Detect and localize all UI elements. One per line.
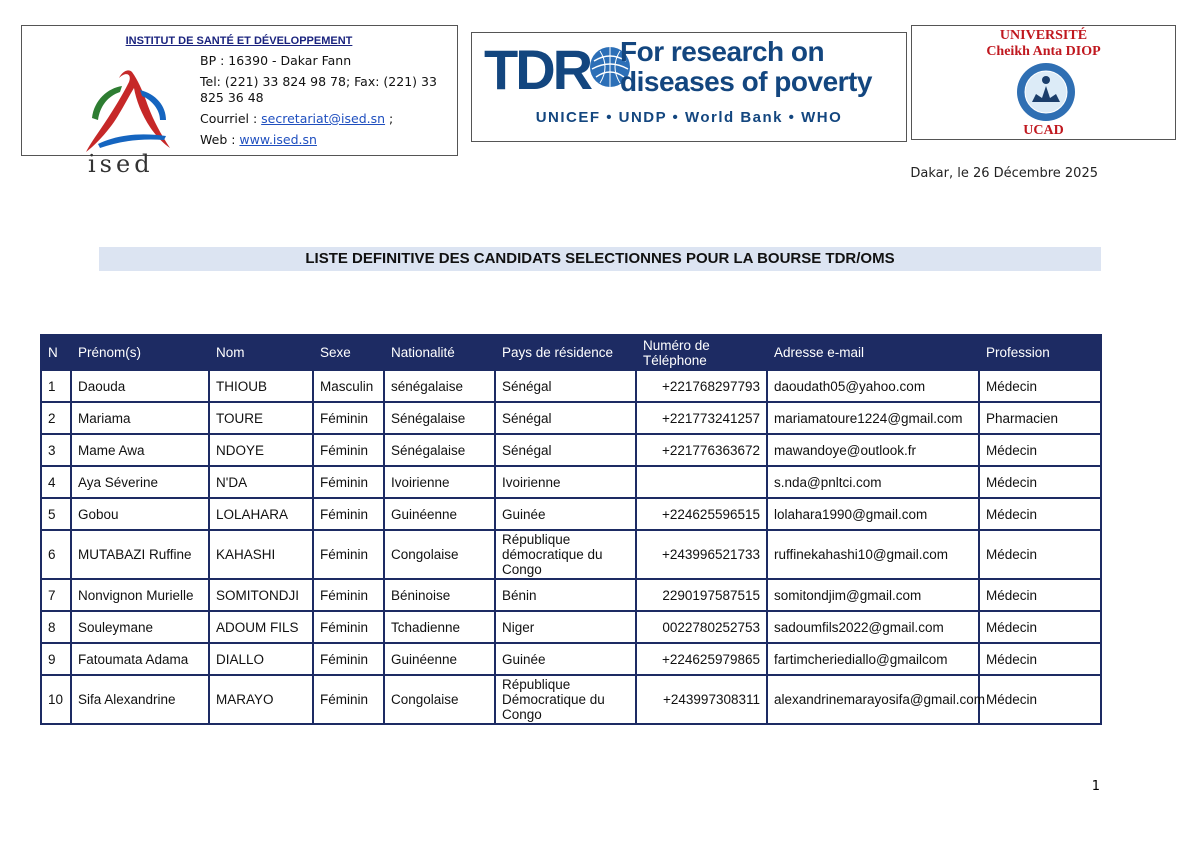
- cell-sexe: Féminin: [313, 611, 384, 643]
- table-row: [41, 466, 1101, 498]
- cell-sexe: Féminin: [313, 643, 384, 675]
- cell-profession: Médecin: [979, 370, 1101, 402]
- table-header-row: [41, 335, 1101, 370]
- cell-telephone: [636, 466, 767, 498]
- cell-sexe: Féminin: [313, 498, 384, 530]
- cell-profession: Médecin: [979, 498, 1101, 530]
- cell-n: 2: [41, 402, 71, 434]
- cell-pays: Sénégal: [495, 370, 636, 402]
- cell-email: alexandrinemarayosifa@gmail.com: [767, 675, 979, 724]
- ised-courriel: [200, 111, 458, 127]
- cell-telephone: +221773241257: [636, 402, 767, 434]
- cell-n: 4: [41, 466, 71, 498]
- cell-email: fartimcheriediallo@gmailcom: [767, 643, 979, 675]
- column-header-prenom: Prénom(s): [71, 335, 209, 370]
- column-header-profession: Profession: [979, 335, 1101, 370]
- cell-telephone: 0022780252753: [636, 611, 767, 643]
- ucad-line3: UCAD: [1023, 123, 1064, 138]
- cell-pays: Bénin: [495, 579, 636, 611]
- cell-nom: DIALLO: [209, 643, 313, 675]
- cell-sexe: Féminin: [313, 466, 384, 498]
- cell-n: 6: [41, 530, 71, 579]
- tdr-sponsors: UNICEF • UNDP • World Bank • WHO: [535, 109, 843, 126]
- cell-sexe: Masculin: [313, 370, 384, 402]
- cell-sexe: Féminin: [313, 579, 384, 611]
- cell-n: 3: [41, 434, 71, 466]
- cell-prenom: Aya Séverine: [71, 466, 209, 498]
- cell-prenom: Daouda: [71, 370, 209, 402]
- page-title: LISTE DEFINITIVE DES CANDIDATS SELECTIONNES POUR LA BOURSE TDR/OMS: [99, 247, 1101, 271]
- ised-logo-icon: [74, 66, 184, 178]
- cell-telephone: +221776363672: [636, 434, 767, 466]
- cell-pays: Sénégal: [495, 434, 636, 466]
- cell-profession: Médecin: [979, 643, 1101, 675]
- table-row: [41, 611, 1101, 643]
- cell-sexe: Féminin: [313, 530, 384, 579]
- cell-profession: Médecin: [979, 530, 1101, 579]
- cell-prenom: Mame Awa: [71, 434, 209, 466]
- courriel-label: Courriel :: [200, 111, 262, 126]
- cell-telephone: 2290197587515: [636, 579, 767, 611]
- cell-n: 5: [41, 498, 71, 530]
- courriel-link[interactable]: secretariat@ised.sn: [261, 111, 386, 126]
- institute-name: INSTITUT DE SANTÉ ET DÉVELOPPEMENT: [125, 35, 353, 47]
- cell-telephone: +224625596515: [636, 498, 767, 530]
- cell-nom: NDOYE: [209, 434, 313, 466]
- table-row: [41, 434, 1101, 466]
- cell-pays: République Démocratique du Congo: [495, 675, 636, 724]
- cell-nom: MARAYO: [209, 675, 313, 724]
- ised-logo-text: ised: [88, 150, 154, 178]
- cell-email: mariamatoure1224@gmail.com: [767, 402, 979, 434]
- cell-pays: Ivoirienne: [495, 466, 636, 498]
- cell-nationalite: Guinéenne: [384, 643, 495, 675]
- cell-email: s.nda@pnltci.com: [767, 466, 979, 498]
- column-header-telephone: Numéro de Téléphone: [636, 335, 767, 370]
- cell-sexe: Féminin: [313, 434, 384, 466]
- ucad-header-box: [911, 25, 1176, 140]
- cell-prenom: Gobou: [71, 498, 209, 530]
- cell-prenom: Fatoumata Adama: [71, 643, 209, 675]
- dateline: Dakar, le 26 Décembre 2025: [910, 166, 1098, 181]
- cell-nationalite: sénégalaise: [384, 370, 495, 402]
- cell-nationalite: Sénégalaise: [384, 402, 495, 434]
- cell-nationalite: Guinéenne: [384, 498, 495, 530]
- cell-nom: KAHASHI: [209, 530, 313, 579]
- cell-nationalite: Béninoise: [384, 579, 495, 611]
- cell-email: mawandoye@outlook.fr: [767, 434, 979, 466]
- cell-pays: Niger: [495, 611, 636, 643]
- ucad-line2: Cheikh Anta DIOP: [986, 44, 1101, 59]
- cell-prenom: Mariama: [71, 402, 209, 434]
- cell-email: daoudath05@yahoo.com: [767, 370, 979, 402]
- column-header-email: Adresse e-mail: [767, 335, 979, 370]
- cell-profession: Médecin: [979, 675, 1101, 724]
- tdr-header-box: [471, 32, 907, 142]
- cell-n: 10: [41, 675, 71, 724]
- ised-web: [200, 132, 458, 148]
- cell-prenom: Nonvignon Murielle: [71, 579, 209, 611]
- table-row: [41, 579, 1101, 611]
- ised-bp: BP : 16390 - Dakar Fann: [200, 53, 352, 68]
- web-label: Web :: [200, 132, 240, 147]
- ucad-seal-icon: [1016, 62, 1076, 122]
- cell-sexe: Féminin: [313, 675, 384, 724]
- ised-tel: Tel: (221) 33 824 98 78; Fax: (221) 33 825 36 48: [200, 74, 437, 105]
- cell-email: ruffinekahashi10@gmail.com: [767, 530, 979, 579]
- cell-n: 1: [41, 370, 71, 402]
- cell-n: 8: [41, 611, 71, 643]
- cell-nom: TOURE: [209, 402, 313, 434]
- cell-profession: Médecin: [979, 466, 1101, 498]
- column-header-nom: Nom: [209, 335, 313, 370]
- cell-email: somitondjim@gmail.com: [767, 579, 979, 611]
- cell-email: sadoumfils2022@gmail.com: [767, 611, 979, 643]
- page-number: 1: [1091, 779, 1100, 794]
- ised-header-box: [21, 25, 458, 178]
- table-row: [41, 370, 1101, 402]
- table-body: [41, 370, 1101, 724]
- cell-prenom: Souleymane: [71, 611, 209, 643]
- cell-prenom: MUTABAZI Ruffine: [71, 530, 209, 579]
- table-row: [41, 402, 1101, 434]
- candidates-table: [40, 334, 1102, 725]
- cell-nom: SOMITONDJI: [209, 579, 313, 611]
- tdr-tagline: For research on diseases of poverty: [620, 36, 872, 97]
- cell-profession: Médecin: [979, 611, 1101, 643]
- cell-prenom: Sifa Alexandrine: [71, 675, 209, 724]
- column-header-n: N: [41, 335, 71, 370]
- ucad-line1: UNIVERSITÉ: [999, 28, 1088, 43]
- cell-email: lolahara1990@gmail.com: [767, 498, 979, 530]
- cell-nationalite: Congolaise: [384, 530, 495, 579]
- table-row: [41, 643, 1101, 675]
- cell-profession: Médecin: [979, 579, 1101, 611]
- cell-nationalite: Sénégalaise: [384, 434, 495, 466]
- cell-pays: Guinée: [495, 643, 636, 675]
- cell-sexe: Féminin: [313, 402, 384, 434]
- cell-pays: République démocratique du Congo: [495, 530, 636, 579]
- cell-pays: Guinée: [495, 498, 636, 530]
- web-link[interactable]: www.ised.sn: [239, 132, 317, 147]
- cell-nom: N'DA: [209, 466, 313, 498]
- cell-nom: LOLAHARA: [209, 498, 313, 530]
- ised-contact-info: [200, 53, 458, 153]
- courriel-suffix: ;: [385, 111, 394, 126]
- cell-telephone: +243997308311: [636, 675, 767, 724]
- cell-profession: Pharmacien: [979, 402, 1101, 434]
- cell-n: 7: [41, 579, 71, 611]
- table-row: [41, 530, 1101, 579]
- cell-telephone: +243996521733: [636, 530, 767, 579]
- cell-nationalite: Congolaise: [384, 675, 495, 724]
- cell-nom: ADOUM FILS: [209, 611, 313, 643]
- column-header-nationalite: Nationalité: [384, 335, 495, 370]
- cell-n: 9: [41, 643, 71, 675]
- cell-nationalite: Tchadienne: [384, 611, 495, 643]
- cell-telephone: +221768297793: [636, 370, 767, 402]
- cell-nationalite: Ivoirienne: [384, 466, 495, 498]
- cell-pays: Sénégal: [495, 402, 636, 434]
- cell-telephone: +224625979865: [636, 643, 767, 675]
- cell-profession: Médecin: [979, 434, 1101, 466]
- column-header-pays: Pays de résidence: [495, 335, 636, 370]
- column-header-sexe: Sexe: [313, 335, 384, 370]
- table-row: [41, 675, 1101, 724]
- cell-nom: THIOUB: [209, 370, 313, 402]
- tdr-logo-text: TDR: [484, 38, 591, 101]
- table-row: [41, 498, 1101, 530]
